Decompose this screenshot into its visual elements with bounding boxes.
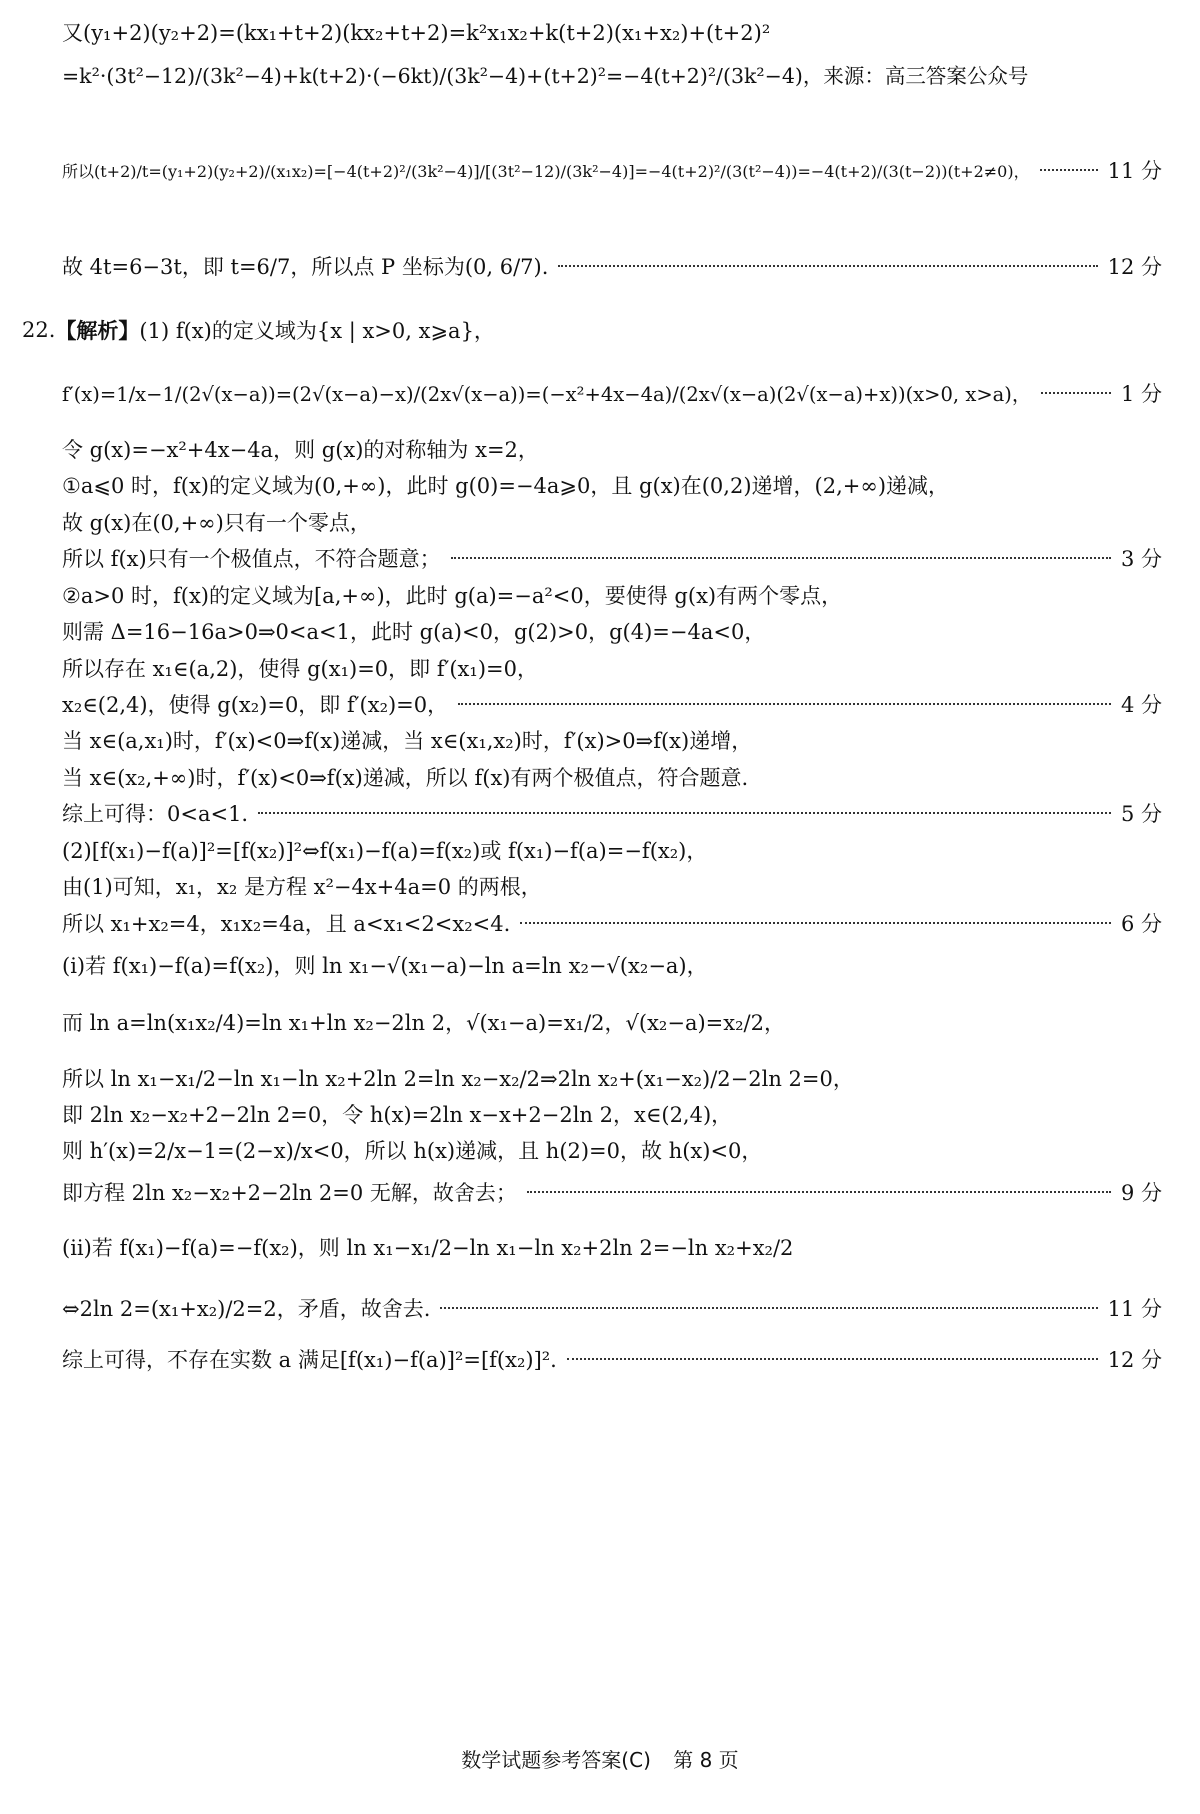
equation-text: 所以 ln x₁−x₁/2−ln x₁−ln x₂+2ln 2=ln x₂−x₂/2⇒2ln x₂+(x₁−x₂)/2−2ln 2=0， — [62, 1067, 854, 1091]
score-label: 4 分 — [1120, 693, 1162, 717]
solution-line — [62, 757, 1162, 797]
solution-line — [62, 720, 1162, 760]
solution-line — [62, 575, 1162, 615]
score-label: 11 分 — [1107, 1297, 1162, 1321]
footer-title: 数学试题参考答案(C) — [461, 1748, 651, 1772]
equation-text: ②a>0 时，f(x)的定义域为[a,+∞)，此时 g(a)=−a²<0，要使得 g(x)有两个零点， — [62, 584, 843, 608]
question-22-header — [22, 310, 1162, 350]
page-footer — [0, 1744, 1200, 1773]
equation-text: f′(x)=1/x−1/(2√(x−a))=(2√(x−a)−x)/(2x√(x−a))=(−x²+4x−4a)/(2x√(x−a)(2√(x−a)+x))(x>0, x>a)， — [62, 383, 1032, 406]
leader-dots — [1041, 392, 1111, 394]
equation-text: (i)若 f(x₁)−f(a)=f(x₂)，则 ln x₁−√(x₁−a)−ln a=ln x₂−√(x₂−a)， — [62, 954, 708, 978]
equation-text: 所以(t+2)/t=(y₁+2)(y₂+2)/(x₁x₂)=[−4(t+2)²/(3k²−4)]/[(3t²−12)/(3k²−4)]=−4(t+2)²/(3(t²−4))=−4(t+2)/(3(t−2))(t+2≠0)， — [62, 161, 1030, 181]
equation-text: 则 h′(x)=2/x−1=(2−x)/x<0，所以 h(x)递减，且 h(2)=0，故 h(x)<0， — [62, 1139, 763, 1163]
score-label: 12 分 — [1107, 255, 1162, 279]
equation-text: x₂∈(2,4)，使得 g(x₂)=0，即 f′(x₂)=0， — [62, 693, 449, 717]
equation-text: ⇔2ln 2=(x₁+x₂)/2=2，矛盾，故舍去. — [62, 1297, 431, 1321]
footer-page-number: 第 8 页 — [673, 1748, 739, 1772]
solution-line — [62, 866, 1162, 906]
equation-text: 当 x∈(a,x₁)时，f′(x)<0⇒f(x)递减，当 x∈(x₁,x₂)时，f′(x)>0⇒f(x)递增， — [62, 729, 753, 753]
score-label: 11 分 — [1107, 159, 1162, 183]
score-label: 1 分 — [1120, 382, 1162, 406]
equation-text: 而 ln a=ln(x₁x₂/4)=ln x₁+ln x₂−2ln 2，√(x₁−a)=x₁/2，√(x₂−a)=x₂/2， — [62, 1011, 785, 1035]
equation-text: 综上可得，不存在实数 a 满足[f(x₁)−f(a)]²=[f(x₂)]². — [62, 1348, 557, 1372]
solution-line — [62, 465, 1162, 505]
equation-text: 故 4t=6−3t，即 t=6/7，所以点 P 坐标为(0, 6/7). — [62, 255, 549, 279]
solution-line — [62, 1002, 1162, 1042]
solution-line — [62, 54, 1162, 94]
equation-text: 由(1)可知，x₁，x₂ 是方程 x²−4x+4a=0 的两根， — [62, 875, 542, 899]
leader-dots — [1040, 169, 1098, 171]
solution-line — [62, 12, 1162, 52]
leader-dots — [527, 1191, 1111, 1193]
solution-line — [62, 373, 1162, 413]
equation-text: 令 g(x)=−x²+4x−4a，则 g(x)的对称轴为 x=2， — [62, 438, 539, 462]
score-label: 12 分 — [1107, 1348, 1162, 1372]
solution-line — [62, 1172, 1162, 1212]
score-label: 3 分 — [1120, 547, 1162, 571]
solution-line — [62, 150, 1162, 190]
equation-text: (ii)若 f(x₁)−f(a)=−f(x₂)，则 ln x₁−x₁/2−ln x₁−ln x₂+2ln 2=−ln x₂+x₂/2 — [62, 1236, 794, 1260]
leader-dots — [567, 1358, 1098, 1360]
solution-line — [62, 903, 1162, 943]
leader-dots — [558, 265, 1097, 267]
solution-line — [62, 830, 1162, 870]
leader-dots — [440, 1307, 1097, 1309]
analysis-tag: 【解析】 — [55, 318, 140, 343]
question-number: 22. — [22, 318, 56, 342]
solution-line — [62, 1339, 1162, 1379]
solution-line — [62, 1227, 1162, 1267]
equation-text: ①a⩽0 时，f(x)的定义域为(0,+∞)，此时 g(0)=−4a⩾0，且 g(x)在(0,2)递增，(2,+∞)递减， — [62, 474, 950, 498]
solution-line — [62, 502, 1162, 542]
solution-line — [62, 538, 1162, 578]
solution-line — [62, 793, 1162, 833]
equation-text: 当 x∈(x₂,+∞)时，f′(x)<0⇒f(x)递减，所以 f(x)有两个极值点，符合题意. — [62, 766, 749, 790]
equation-text: 所以存在 x₁∈(a,2)，使得 g(x₁)=0，即 f′(x₁)=0， — [62, 657, 538, 681]
solution-line — [62, 1058, 1162, 1098]
leader-dots — [451, 557, 1111, 559]
solution-line — [62, 429, 1162, 469]
solution-line — [62, 648, 1162, 688]
solution-line — [62, 684, 1162, 724]
solution-line — [62, 1094, 1162, 1134]
leader-dots — [458, 703, 1111, 705]
equation-text: (2)[f(x₁)−f(a)]²=[f(x₂)]²⇔f(x₁)−f(a)=f(x₂)或 f(x₁)−f(a)=−f(x₂)， — [62, 839, 708, 863]
equation-text: 综上可得：0<a<1. — [62, 802, 249, 826]
equation-text: 又(y₁+2)(y₂+2)=(kx₁+t+2)(kx₂+t+2)=k²x₁x₂+k(t+2)(x₁+x₂)+(t+2)² — [62, 21, 771, 45]
equation-text: 故 g(x)在(0,+∞)只有一个零点， — [62, 511, 371, 535]
equation-text: 则需 Δ=16−16a>0⇒0<a<1，此时 g(a)<0，g(2)>0，g(4)=−4a<0， — [62, 620, 766, 644]
solution-line — [62, 611, 1162, 651]
score-label: 6 分 — [1120, 912, 1162, 936]
score-label: 5 分 — [1120, 802, 1162, 826]
solution-line — [62, 246, 1162, 286]
solution-line — [62, 1130, 1162, 1170]
equation-text: =k²·(3t²−12)/(3k²−4)+k(t+2)·(−6kt)/(3k²−4)+(t+2)²=−4(t+2)²/(3k²−4)，来源：高三答案公众号 — [62, 64, 1029, 88]
leader-dots — [258, 812, 1111, 814]
equation-text: 即 2ln x₂−x₂+2−2ln 2=0，令 h(x)=2ln x−x+2−2ln 2，x∈(2,4)， — [62, 1103, 733, 1127]
score-label: 9 分 — [1120, 1181, 1162, 1205]
question-intro: (1) f(x)的定义域为{x | x>0, x⩾a}， — [139, 319, 495, 343]
equation-text: 所以 x₁+x₂=4，x₁x₂=4a，且 a<x₁<2<x₂<4. — [62, 912, 511, 936]
equation-text: 即方程 2ln x₂−x₂+2−2ln 2=0 无解，故舍去； — [62, 1181, 517, 1205]
solution-line — [62, 945, 1162, 985]
leader-dots — [520, 922, 1111, 924]
equation-text: 所以 f(x)只有一个极值点，不符合题意； — [62, 547, 441, 571]
solution-line — [62, 1288, 1162, 1328]
